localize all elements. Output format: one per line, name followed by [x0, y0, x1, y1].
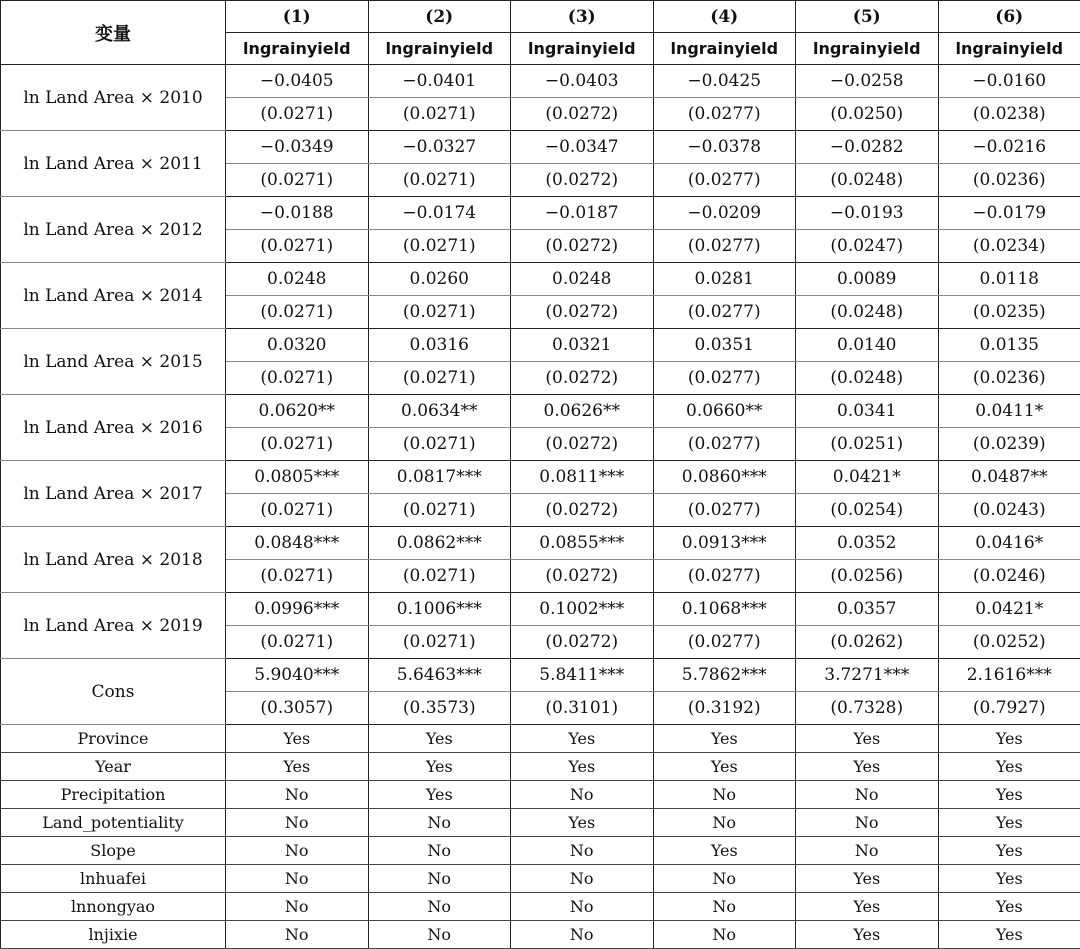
standard-error-cell: (0.0272) — [511, 98, 654, 131]
coefficient-cell: 0.0357 — [796, 593, 939, 626]
standard-error-cell: (0.7927) — [938, 692, 1080, 725]
standard-error-cell: (0.0277) — [653, 230, 796, 263]
control-value: No — [653, 865, 796, 893]
coefficient-cell: 0.0118 — [938, 263, 1080, 296]
coefficient-cell: 0.0620** — [226, 395, 369, 428]
variable-header: 变量 — [1, 1, 226, 65]
variable-label: ln Land Area × 2018 — [1, 527, 226, 593]
control-value: No — [511, 781, 654, 809]
variable-label: ln Land Area × 2015 — [1, 329, 226, 395]
variable-label: ln Land Area × 2017 — [1, 461, 226, 527]
variable-label: ln Land Area × 2010 — [1, 65, 226, 131]
control-label: Province — [1, 725, 226, 753]
control-value: No — [368, 893, 511, 921]
control-value: Yes — [938, 865, 1080, 893]
control-value: No — [511, 921, 654, 949]
dependent-variable: lngrainyield — [938, 33, 1080, 65]
control-value: Yes — [368, 753, 511, 781]
standard-error-cell: (0.0252) — [938, 626, 1080, 659]
dependent-variable: lngrainyield — [511, 33, 654, 65]
standard-error-cell: (0.0272) — [511, 296, 654, 329]
standard-error-cell: (0.0271) — [226, 428, 369, 461]
coefficient-row — [1, 263, 1080, 296]
coefficient-cell: 0.0996*** — [226, 593, 369, 626]
standard-error-cell: (0.0277) — [653, 428, 796, 461]
coefficient-cell: 0.0321 — [511, 329, 654, 362]
standard-error-cell: (0.0247) — [796, 230, 939, 263]
coefficient-cell: 0.0634** — [368, 395, 511, 428]
control-value: Yes — [226, 753, 369, 781]
coefficient-cell: −0.0403 — [511, 65, 654, 98]
control-value: Yes — [938, 837, 1080, 865]
standard-error-cell: (0.0234) — [938, 230, 1080, 263]
control-value: No — [226, 837, 369, 865]
coefficient-cell: 0.1006*** — [368, 593, 511, 626]
coefficient-cell: 5.8411*** — [511, 659, 654, 692]
standard-error-cell: (0.0272) — [511, 428, 654, 461]
standard-error-cell: (0.0271) — [226, 230, 369, 263]
standard-error-cell: (0.0277) — [653, 296, 796, 329]
coefficient-row — [1, 197, 1080, 230]
variable-label: ln Land Area × 2016 — [1, 395, 226, 461]
control-label: lnjixie — [1, 921, 226, 949]
standard-error-cell: (0.0277) — [653, 362, 796, 395]
standard-error-cell: (0.0262) — [796, 626, 939, 659]
standard-error-cell: (0.0271) — [368, 428, 511, 461]
control-label: Precipitation — [1, 781, 226, 809]
control-value: Yes — [796, 865, 939, 893]
coefficient-row — [1, 395, 1080, 428]
standard-error-cell: (0.0271) — [226, 494, 369, 527]
column-number: (3) — [511, 1, 654, 33]
standard-error-cell: (0.0277) — [653, 560, 796, 593]
control-value: No — [796, 809, 939, 837]
control-value: Yes — [653, 753, 796, 781]
control-value: Yes — [938, 781, 1080, 809]
coefficient-cell: 5.7862*** — [653, 659, 796, 692]
coefficient-cell: −0.0188 — [226, 197, 369, 230]
standard-error-cell: (0.0272) — [511, 494, 654, 527]
control-value: No — [226, 921, 369, 949]
coefficient-cell: 0.0320 — [226, 329, 369, 362]
coefficient-cell: 0.0411* — [938, 395, 1080, 428]
control-value: Yes — [938, 921, 1080, 949]
coefficient-row — [1, 131, 1080, 164]
coefficient-cell: 0.0248 — [511, 263, 654, 296]
column-number: (1) — [226, 1, 369, 33]
coefficient-cell: 0.0811*** — [511, 461, 654, 494]
standard-error-cell: (0.0272) — [511, 626, 654, 659]
control-value: No — [368, 809, 511, 837]
standard-error-cell: (0.0271) — [368, 494, 511, 527]
coefficient-cell: 0.0487** — [938, 461, 1080, 494]
standard-error-cell: (0.0272) — [511, 362, 654, 395]
column-number: (4) — [653, 1, 796, 33]
coefficient-cell: 0.0421* — [938, 593, 1080, 626]
standard-error-cell: (0.0271) — [368, 560, 511, 593]
coefficient-cell: 0.0421* — [796, 461, 939, 494]
control-value: Yes — [938, 893, 1080, 921]
control-row — [1, 781, 1080, 809]
standard-error-cell: (0.0271) — [368, 164, 511, 197]
control-value: Yes — [653, 725, 796, 753]
control-label: Land_potentiality — [1, 809, 226, 837]
coefficient-cell: 0.0416* — [938, 527, 1080, 560]
standard-error-cell: (0.0248) — [796, 296, 939, 329]
control-value: Yes — [226, 725, 369, 753]
standard-error-cell: (0.0250) — [796, 98, 939, 131]
coefficient-cell: 5.6463*** — [368, 659, 511, 692]
control-value: No — [511, 837, 654, 865]
standard-error-cell: (0.0271) — [368, 362, 511, 395]
standard-error-cell: (0.0277) — [653, 164, 796, 197]
control-value: Yes — [511, 809, 654, 837]
control-value: Yes — [796, 921, 939, 949]
control-value: No — [368, 921, 511, 949]
control-value: No — [653, 781, 796, 809]
table-header — [1, 1, 1080, 65]
coefficient-cell: 3.7271*** — [796, 659, 939, 692]
control-value: Yes — [653, 837, 796, 865]
coefficient-cell: 0.0855*** — [511, 527, 654, 560]
control-row — [1, 809, 1080, 837]
control-value: No — [653, 809, 796, 837]
coefficient-cell: −0.0216 — [938, 131, 1080, 164]
coefficient-cell: 0.0626** — [511, 395, 654, 428]
standard-error-cell: (0.0271) — [226, 296, 369, 329]
control-value: Yes — [938, 809, 1080, 837]
coefficient-cell: −0.0193 — [796, 197, 939, 230]
coefficient-cell: 0.0913*** — [653, 527, 796, 560]
coefficient-cell: 0.0248 — [226, 263, 369, 296]
standard-error-cell: (0.0251) — [796, 428, 939, 461]
control-value: No — [368, 865, 511, 893]
coefficient-cell: 0.0860*** — [653, 461, 796, 494]
standard-error-cell: (0.3101) — [511, 692, 654, 725]
coefficient-cell: −0.0425 — [653, 65, 796, 98]
standard-error-cell: (0.0271) — [226, 98, 369, 131]
standard-error-cell: (0.3573) — [368, 692, 511, 725]
control-row — [1, 893, 1080, 921]
control-value: Yes — [938, 753, 1080, 781]
standard-error-cell: (0.0271) — [368, 230, 511, 263]
standard-error-cell: (0.0238) — [938, 98, 1080, 131]
control-value: Yes — [796, 725, 939, 753]
coefficient-cell: −0.0187 — [511, 197, 654, 230]
standard-error-cell: (0.0277) — [653, 494, 796, 527]
variable-label: ln Land Area × 2011 — [1, 131, 226, 197]
coefficient-cell: −0.0327 — [368, 131, 511, 164]
column-number: (2) — [368, 1, 511, 33]
column-number: (6) — [938, 1, 1080, 33]
control-row — [1, 725, 1080, 753]
standard-error-cell: (0.0235) — [938, 296, 1080, 329]
control-value: Yes — [796, 753, 939, 781]
coefficient-cell: 0.0341 — [796, 395, 939, 428]
coefficient-row — [1, 65, 1080, 98]
coefficient-cell: −0.0378 — [653, 131, 796, 164]
coefficient-cell: −0.0209 — [653, 197, 796, 230]
dependent-variable: lngrainyield — [796, 33, 939, 65]
control-value: No — [796, 781, 939, 809]
control-value: Yes — [938, 725, 1080, 753]
coefficient-cell: −0.0349 — [226, 131, 369, 164]
coefficient-row — [1, 461, 1080, 494]
coefficient-row — [1, 593, 1080, 626]
variable-label: ln Land Area × 2012 — [1, 197, 226, 263]
coefficient-cell: −0.0258 — [796, 65, 939, 98]
standard-error-cell: (0.0248) — [796, 164, 939, 197]
control-row — [1, 865, 1080, 893]
control-value: No — [511, 865, 654, 893]
dependent-variable: lngrainyield — [226, 33, 369, 65]
control-value: Yes — [511, 753, 654, 781]
control-row — [1, 753, 1080, 781]
coefficient-cell: −0.0282 — [796, 131, 939, 164]
coefficient-row — [1, 329, 1080, 362]
coefficient-cell: 0.0848*** — [226, 527, 369, 560]
variable-label: ln Land Area × 2019 — [1, 593, 226, 659]
standard-error-cell: (0.0256) — [796, 560, 939, 593]
control-row — [1, 921, 1080, 949]
control-value: Yes — [368, 781, 511, 809]
standard-error-cell: (0.0248) — [796, 362, 939, 395]
standard-error-cell: (0.0254) — [796, 494, 939, 527]
coefficient-row — [1, 527, 1080, 560]
control-value: No — [653, 893, 796, 921]
coefficient-cell: −0.0347 — [511, 131, 654, 164]
coefficient-cell: −0.0160 — [938, 65, 1080, 98]
standard-error-cell: (0.0271) — [368, 626, 511, 659]
coefficient-cell: 0.0660** — [653, 395, 796, 428]
coefficient-cell: 0.0862*** — [368, 527, 511, 560]
standard-error-cell: (0.0271) — [226, 626, 369, 659]
control-value: No — [368, 837, 511, 865]
coefficient-cell: 0.1068*** — [653, 593, 796, 626]
coefficient-cell: −0.0174 — [368, 197, 511, 230]
standard-error-cell: (0.0271) — [226, 164, 369, 197]
control-label: Year — [1, 753, 226, 781]
control-value: Yes — [796, 893, 939, 921]
standard-error-cell: (0.0272) — [511, 560, 654, 593]
coefficient-row — [1, 659, 1080, 692]
column-number-row — [1, 1, 1080, 33]
coefficient-cell: 0.0281 — [653, 263, 796, 296]
coefficient-cell: −0.0405 — [226, 65, 369, 98]
coefficient-cell: 0.0817*** — [368, 461, 511, 494]
standard-error-cell: (0.0239) — [938, 428, 1080, 461]
dependent-variable: lngrainyield — [653, 33, 796, 65]
control-value: No — [796, 837, 939, 865]
dependent-variable: lngrainyield — [368, 33, 511, 65]
variable-label: ln Land Area × 2014 — [1, 263, 226, 329]
standard-error-cell: (0.0271) — [226, 560, 369, 593]
standard-error-cell: (0.7328) — [796, 692, 939, 725]
standard-error-cell: (0.0271) — [226, 362, 369, 395]
control-value: No — [226, 809, 369, 837]
standard-error-cell: (0.0271) — [368, 98, 511, 131]
table-body — [1, 65, 1080, 949]
control-label: Slope — [1, 837, 226, 865]
column-number: (5) — [796, 1, 939, 33]
standard-error-cell: (0.0277) — [653, 98, 796, 131]
control-value: Yes — [511, 725, 654, 753]
control-row — [1, 837, 1080, 865]
coefficient-cell: 0.0089 — [796, 263, 939, 296]
variable-label: Cons — [1, 659, 226, 725]
standard-error-cell: (0.0272) — [511, 164, 654, 197]
standard-error-cell: (0.0272) — [511, 230, 654, 263]
coefficient-cell: 0.0805*** — [226, 461, 369, 494]
coefficient-cell: 0.0260 — [368, 263, 511, 296]
coefficient-cell: 0.1002*** — [511, 593, 654, 626]
standard-error-cell: (0.3192) — [653, 692, 796, 725]
control-value: No — [226, 865, 369, 893]
control-value: No — [653, 921, 796, 949]
coefficient-cell: 0.0135 — [938, 329, 1080, 362]
coefficient-cell: 0.0352 — [796, 527, 939, 560]
standard-error-cell: (0.0236) — [938, 362, 1080, 395]
standard-error-cell: (0.0246) — [938, 560, 1080, 593]
standard-error-cell: (0.0243) — [938, 494, 1080, 527]
control-value: No — [511, 893, 654, 921]
standard-error-cell: (0.0236) — [938, 164, 1080, 197]
standard-error-cell: (0.0271) — [368, 296, 511, 329]
control-label: lnnongyao — [1, 893, 226, 921]
coefficient-cell: 0.0140 — [796, 329, 939, 362]
coefficient-cell: 0.0316 — [368, 329, 511, 362]
coefficient-cell: −0.0401 — [368, 65, 511, 98]
coefficient-cell: 2.1616*** — [938, 659, 1080, 692]
coefficient-cell: 5.9040*** — [226, 659, 369, 692]
control-label: lnhuafei — [1, 865, 226, 893]
control-value: No — [226, 893, 369, 921]
coefficient-cell: −0.0179 — [938, 197, 1080, 230]
control-value: No — [226, 781, 369, 809]
standard-error-cell: (0.3057) — [226, 692, 369, 725]
coefficient-cell: 0.0351 — [653, 329, 796, 362]
standard-error-cell: (0.0277) — [653, 626, 796, 659]
control-value: Yes — [368, 725, 511, 753]
